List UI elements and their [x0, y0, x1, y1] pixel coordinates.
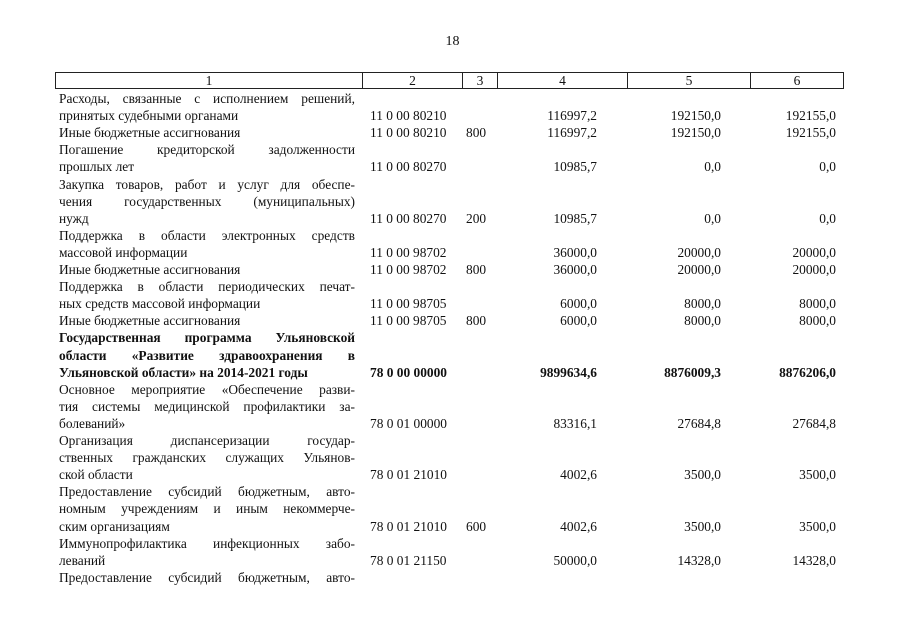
row-value-2021: 192155,0 — [785, 125, 836, 141]
table-line — [0, 261, 905, 278]
row-name: Поддержка в области периодических печат- — [59, 279, 355, 295]
row-name: Иные бюджетные ассигнования — [59, 262, 241, 277]
row-value-2021: 192155,0 — [785, 108, 836, 124]
table-line — [0, 466, 905, 483]
column-header-4: 4 — [497, 73, 627, 88]
row-value-2020: 20000,0 — [677, 244, 721, 260]
table-line — [0, 210, 905, 227]
table-line — [0, 569, 905, 586]
row-name: Иммунопрофилактика инфекционных забо- — [59, 535, 355, 551]
row-code: 11 0 00 98702 — [370, 244, 447, 260]
table-line — [0, 347, 905, 364]
row-name: Расходы, связанные с исполнением решений, — [59, 91, 355, 106]
row-code: 78 0 01 21010 — [370, 467, 447, 483]
table-line — [0, 381, 905, 398]
row-code: 78 0 00 00000 — [370, 364, 447, 380]
row-name: ных средств массовой информации — [59, 296, 261, 312]
table-line — [0, 329, 905, 346]
table-line — [0, 193, 905, 210]
column-header-1: 1 — [205, 72, 213, 88]
row-value-2019: 116997,2 — [547, 108, 597, 124]
row-name: Ульяновской области» на 2014-2021 годы — [59, 364, 308, 380]
column-header-3: 3 — [462, 73, 497, 88]
row-value-2019: 4002,6 — [560, 467, 597, 483]
table-line — [0, 518, 905, 535]
row-code: 11 0 00 98705 — [370, 313, 447, 329]
row-value-2019: 4002,6 — [560, 518, 597, 534]
row-name: принятых судебными органами — [59, 108, 239, 124]
row-value-2020: 27684,8 — [677, 415, 721, 431]
row-value-2019: 36000,0 — [553, 262, 597, 277]
table-line — [0, 398, 905, 415]
row-value-2021: 3500,0 — [799, 518, 836, 534]
row-name: области «Развитие здравоохранения в — [59, 347, 355, 363]
table-line — [0, 107, 905, 124]
row-value-2020: 8000,0 — [684, 296, 721, 312]
table-line — [0, 552, 905, 569]
row-value-2019: 50000,0 — [553, 552, 597, 568]
row-name: нужд — [59, 210, 89, 226]
table-line — [0, 278, 905, 295]
row-value-2021: 14328,0 — [792, 552, 836, 568]
row-name: тия системы медицинской профилактики за- — [59, 398, 355, 414]
table-line — [0, 535, 905, 552]
row-name: чения государственных (муниципальных) — [59, 193, 355, 209]
row-value-2019: 10985,7 — [553, 159, 597, 175]
table-line — [0, 449, 905, 466]
row-value-2021: 3500,0 — [799, 467, 836, 483]
row-name: Основное мероприятие «Обеспечение разви- — [59, 381, 355, 397]
row-name: номным учреждениям и иным некоммерче- — [59, 501, 355, 517]
row-value-2020: 0,0 — [704, 159, 721, 175]
table-line — [0, 244, 905, 261]
row-type: 600 — [466, 518, 487, 534]
row-name: Иные бюджетные ассигнования — [59, 125, 241, 141]
column-header-2: 2 — [362, 73, 462, 88]
row-code: 11 0 00 80210 — [370, 108, 447, 124]
row-code: 11 0 00 80210 — [370, 125, 447, 141]
row-value-2021: 0,0 — [819, 159, 836, 175]
row-value-2019: 116997,2 — [547, 125, 597, 141]
row-name: ской области — [59, 467, 133, 483]
table-line — [0, 227, 905, 244]
table-line — [0, 364, 905, 381]
row-value-2019: 10985,7 — [553, 210, 597, 226]
row-value-2021: 0,0 — [819, 210, 836, 226]
row-value-2020: 192150,0 — [670, 125, 721, 141]
row-code: 78 0 01 21010 — [370, 518, 447, 534]
row-value-2019: 83316,1 — [553, 415, 597, 431]
row-code: 11 0 00 80270 — [370, 159, 447, 175]
row-name: ским организациям — [59, 518, 170, 534]
row-code: 78 0 01 21150 — [370, 552, 447, 568]
row-code: 11 0 00 98705 — [370, 296, 447, 312]
row-value-2021: 20000,0 — [792, 244, 836, 260]
row-name: Предоставление субсидий бюджетным, авто- — [59, 484, 355, 500]
table-line — [0, 141, 905, 158]
row-name: леваний — [59, 552, 106, 568]
row-value-2019: 36000,0 — [553, 244, 597, 260]
row-value-2020: 14328,0 — [677, 552, 721, 568]
table-line — [0, 500, 905, 517]
table-line — [0, 90, 905, 107]
table-line — [0, 124, 905, 141]
column-header-6: 6 — [750, 73, 843, 88]
row-value-2021: 27684,8 — [792, 415, 836, 431]
row-value-2020: 8876009,3 — [664, 364, 721, 380]
table-header — [55, 72, 844, 89]
row-value-2020: 0,0 — [704, 210, 721, 226]
row-value-2021: 8000,0 — [799, 313, 836, 329]
row-name: массовой информации — [59, 244, 188, 260]
table-line — [0, 158, 905, 175]
row-name: ственных гражданских служащих Ульянов- — [59, 450, 355, 466]
row-value-2020: 192150,0 — [670, 108, 721, 124]
table-line — [0, 432, 905, 449]
row-code: 11 0 00 80270 — [370, 210, 447, 226]
row-name: прошлых лет — [59, 159, 135, 175]
row-value-2021: 8000,0 — [799, 296, 836, 312]
row-code: 78 0 01 00000 — [370, 415, 447, 431]
row-value-2020: 20000,0 — [677, 262, 721, 277]
row-value-2020: 3500,0 — [684, 518, 721, 534]
row-type: 200 — [466, 210, 487, 226]
row-value-2019: 9899634,6 — [540, 364, 597, 380]
row-name: Погашение кредиторской задолженности — [59, 142, 355, 158]
row-value-2021: 8876206,0 — [779, 364, 836, 380]
row-type: 800 — [466, 262, 487, 277]
table-line — [0, 312, 905, 329]
table-line — [0, 415, 905, 432]
row-value-2019: 6000,0 — [560, 296, 597, 312]
row-name: болеваний» — [59, 415, 126, 431]
row-value-2020: 8000,0 — [684, 313, 721, 329]
table-line — [0, 483, 905, 500]
page-number: 18 — [445, 34, 460, 49]
row-type: 800 — [466, 313, 487, 329]
row-value-2021: 20000,0 — [792, 262, 836, 277]
row-name: Закупка товаров, работ и услуг для обеспе- — [59, 176, 355, 192]
column-header-5: 5 — [627, 73, 750, 88]
row-name: Предоставление субсидий бюджетным, авто- — [59, 569, 355, 585]
row-name: Поддержка в области электронных средств — [59, 227, 355, 243]
table-line — [0, 295, 905, 312]
row-value-2019: 6000,0 — [560, 313, 597, 329]
row-name: Организация диспансеризации государ- — [59, 433, 355, 448]
row-type: 800 — [466, 125, 487, 141]
row-code: 11 0 00 98702 — [370, 262, 447, 277]
row-value-2020: 3500,0 — [684, 467, 721, 483]
row-name: Государственная программа Ульяновской — [59, 330, 355, 346]
table-line — [0, 176, 905, 193]
row-name: Иные бюджетные ассигнования — [59, 313, 241, 329]
